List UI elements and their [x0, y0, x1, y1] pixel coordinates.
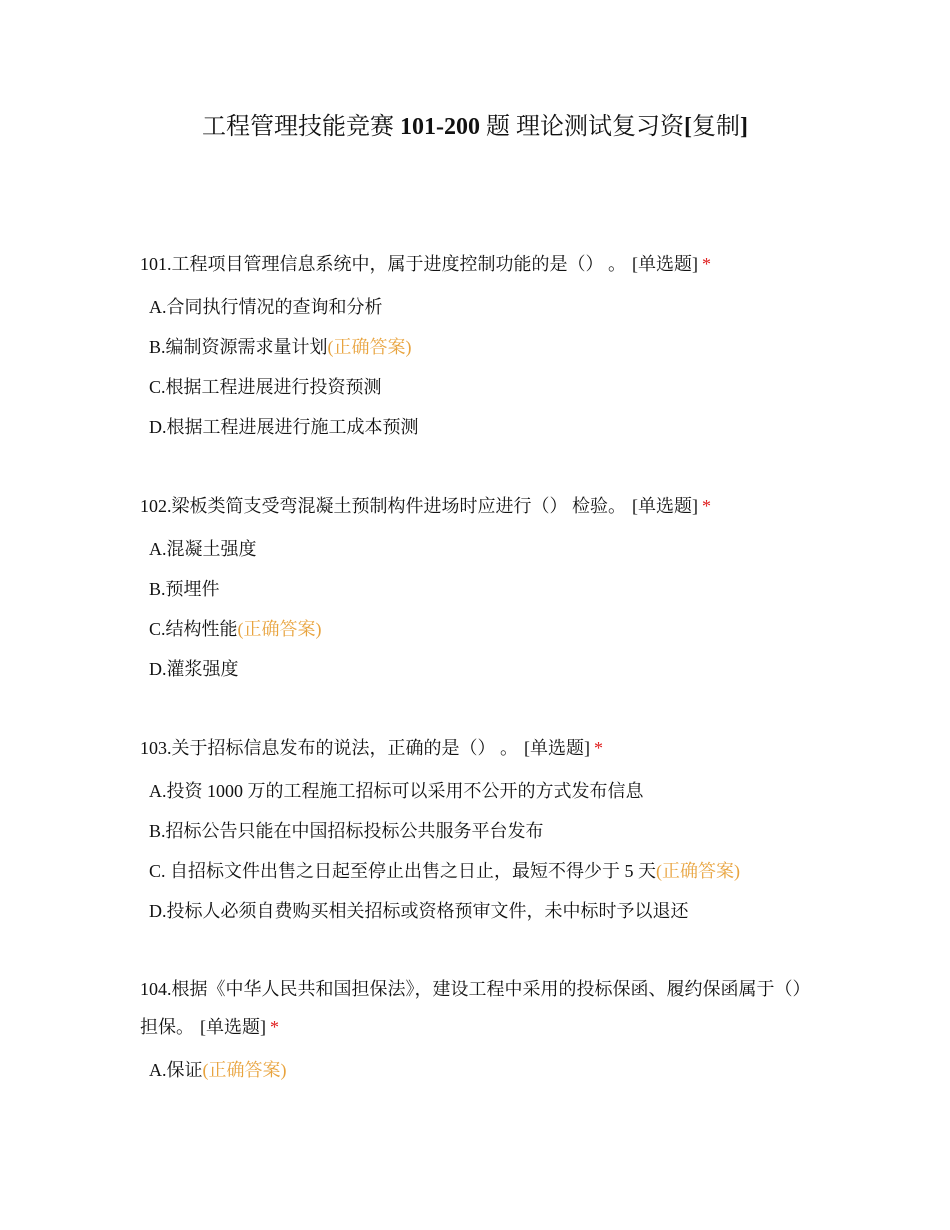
question-stem	[140, 729, 820, 767]
question-type-label: [单选题]	[200, 1017, 266, 1037]
required-mark: *	[702, 496, 711, 516]
option-text: A.混凝土强度	[149, 539, 257, 559]
required-mark: *	[270, 1017, 279, 1037]
option-list	[140, 1058, 820, 1082]
option-text: B.编制资源需求量计划	[149, 337, 328, 357]
title-range: 101-200	[400, 114, 480, 140]
title-bracket-close: ]	[740, 114, 748, 140]
option-text: D.根据工程进展进行施工成本预测	[149, 417, 419, 437]
question-104	[140, 970, 820, 1098]
question-102	[140, 487, 820, 697]
option-text: C.根据工程进展进行投资预测	[149, 377, 382, 397]
option-list	[140, 779, 820, 923]
correct-answer-label: (正确答案)	[327, 337, 412, 357]
title-text-2: 题 理论测试复习资	[480, 114, 684, 140]
option-d	[149, 657, 820, 681]
option-text: A.投资 1000 万的工程施工招标可以采用不公开的方式发布信息	[149, 781, 644, 801]
option-d	[149, 415, 820, 439]
title-text: 工程管理技能竞赛	[202, 114, 400, 140]
required-mark: *	[594, 738, 603, 758]
option-text: B.预埋件	[149, 579, 220, 599]
option-text: D.灌浆强度	[149, 659, 239, 679]
question-text: 103.关于招标信息发布的说法，正确的是（） 。	[140, 738, 518, 758]
option-a	[149, 779, 820, 803]
correct-answer-label: (正确答案)	[656, 861, 741, 881]
option-a	[149, 1058, 820, 1082]
option-c	[149, 617, 820, 641]
question-stem	[140, 245, 820, 283]
document-title	[0, 110, 950, 144]
question-stem	[140, 487, 820, 525]
option-text: D.投标人必须自费购买相关招标或资格预审文件，未中标时予以退还	[149, 901, 689, 921]
question-stem	[140, 970, 820, 1046]
option-text: B.招标公告只能在中国招标投标公共服务平台发布	[149, 821, 544, 841]
question-text: 104.根据《中华人民共和国担保法》，建设工程中采用的投标保函、履约保函属于（）担保。	[140, 979, 811, 1037]
question-text: 101.工程项目管理信息系统中，属于进度控制功能的是（） 。	[140, 254, 626, 274]
option-b	[149, 577, 820, 601]
option-b	[149, 819, 820, 843]
correct-answer-label: (正确答案)	[202, 1060, 287, 1080]
option-a	[149, 295, 820, 319]
option-text: A.合同执行情况的查询和分析	[149, 297, 383, 317]
option-text: C. 自招标文件出售之日起至停止出售之日止，最短不得少于 5 天	[149, 861, 657, 881]
question-101	[140, 245, 820, 455]
option-d	[149, 899, 820, 923]
option-text: A.保证	[149, 1060, 203, 1080]
title-copy: 复制	[692, 114, 740, 140]
question-103	[140, 729, 820, 939]
title-bracket-open: [	[684, 114, 692, 140]
question-text: 102.梁板类简支受弯混凝土预制构件进场时应进行（） 检验。	[140, 496, 626, 516]
question-type-label: [单选题]	[632, 496, 698, 516]
required-mark: *	[702, 254, 711, 274]
question-type-label: [单选题]	[632, 254, 698, 274]
question-type-label: [单选题]	[524, 738, 590, 758]
option-list	[140, 295, 820, 439]
option-c	[149, 859, 820, 883]
option-list	[140, 537, 820, 681]
option-b	[149, 335, 820, 359]
option-text: C.结构性能	[149, 619, 238, 639]
option-c	[149, 375, 820, 399]
option-a	[149, 537, 820, 561]
correct-answer-label: (正确答案)	[237, 619, 322, 639]
